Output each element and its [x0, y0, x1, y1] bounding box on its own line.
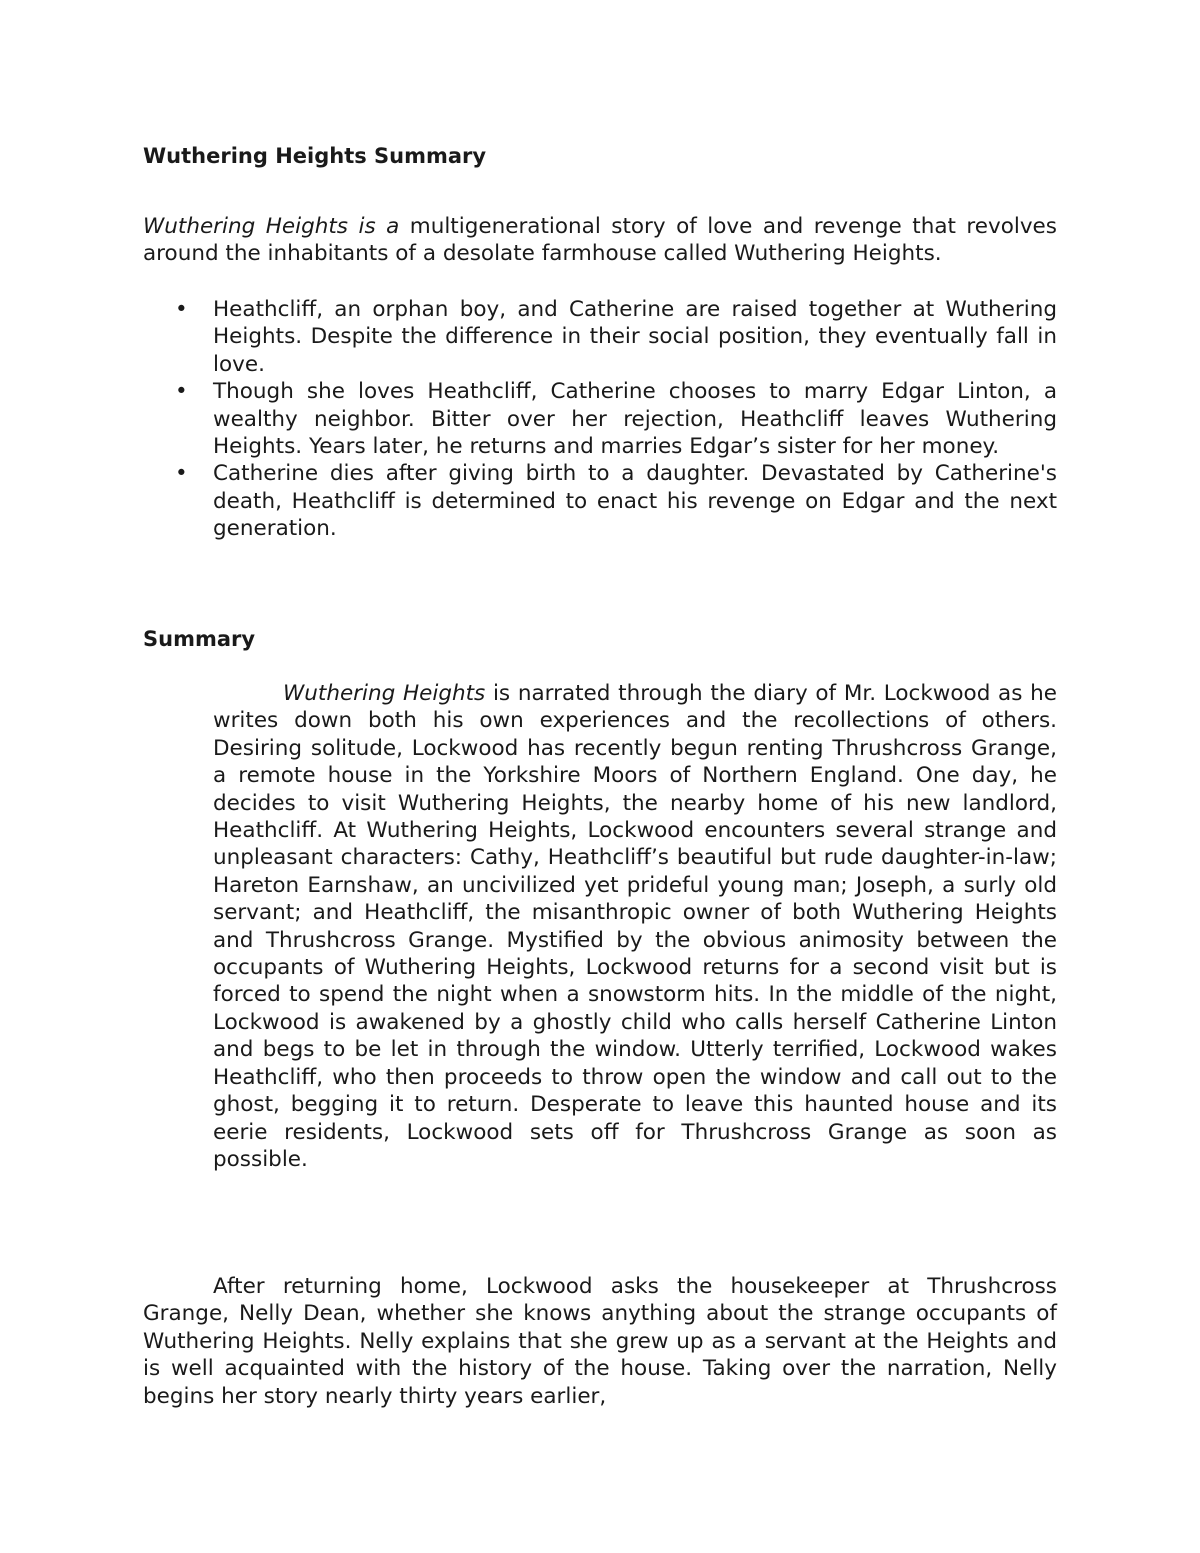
second-paragraph: After returning home, Lockwood asks the housekeeper at Thrushcross Grange, Nelly Dean, whether she knows anything about the strange occupants of Wuthering Heights. Nelly explains that she grew up as a servant at the Heights and is well acquainted with the history of the house. Taking over the narration, Nelly begins her story nearly thirty years earlier,: [143, 1274, 1057, 1409]
intro-italic-lead: Wuthering Heights is a: [143, 214, 400, 239]
list-item-text: Catherine dies after giving birth to a daughter. Devastated by Catherine's death, Heathcliff is determined to enact his revenge on Edgar and the next generation.: [213, 461, 1057, 542]
bullet-icon: •: [175, 297, 188, 322]
bullet-icon: •: [175, 461, 188, 487]
list-item-text: Heathcliff, an orphan boy, and Catherine are raised together at Wuthering Heights. Despite the difference in their social position, they eventually fall in love.: [213, 297, 1057, 377]
summary-text: is narrated through the diary of Mr. Lockwood as he writes down both his own experiences and the recollections of others. Desiring solitude, Lockwood has recently begun renting Thrushcross Grange, a remote house in the Yorkshire Moors of Northern England. One day, he decides to visit Wuthering Heights, the nearby home of his new landlord, Heathcliff. At Wuthering Heights, Lockwood encounters several strange and unpleasant characters: Cathy, Heathcliff’s beautiful but rude daughter-in-law; Hareton Earnshaw, an uncivilized yet prideful young man; Joseph, a surly old servant; and Heathcliff, the misanthropic owner of both Wuthering Heights and Thrushcross Grange. Mystified by the obvious animosity between the occupants of Wuthering Heights, Lockwood returns for a second visit but is forced to spend the night when a snowstorm hits. In the middle of the night, Lockwood is awakened by a ghostly child who calls herself Catherine Linton and begs to be let in through the window. Utterly terrified, Lockwood wakes Heathcliff, who then proceeds to throw open the window and call out to the ghost, begging it to return. Desperate to leave this haunted house and its eerie residents, Lockwood sets off for Thrushcross Grange as soon as possible.: [213, 681, 1057, 1172]
intro-text: multigenerational story of love and revenge that revolves around the inhabitants of a desolate farmhouse called Wuthering Heights.: [143, 214, 1057, 267]
list-item: [175, 296, 1057, 378]
summary-paragraph: [213, 680, 1057, 1173]
document-title: Wuthering Heights Summary: [143, 144, 487, 168]
list-item-text: Though she loves Heathcliff, Catherine chooses to marry Edgar Linton, a wealthy neighbor. Bitter over her rejection, Heathcliff leaves Wuthering Heights. Years later, he returns and marries Edgar’s sister for her money.: [213, 379, 1057, 460]
list-item: [175, 460, 1057, 542]
summary-heading: Summary: [143, 627, 256, 651]
key-points-list: [175, 296, 1057, 543]
intro-paragraph: [143, 213, 1057, 268]
summary-italic-lead: Wuthering Heights: [283, 681, 486, 706]
bullet-icon: •: [175, 379, 188, 405]
list-item: [175, 378, 1057, 460]
